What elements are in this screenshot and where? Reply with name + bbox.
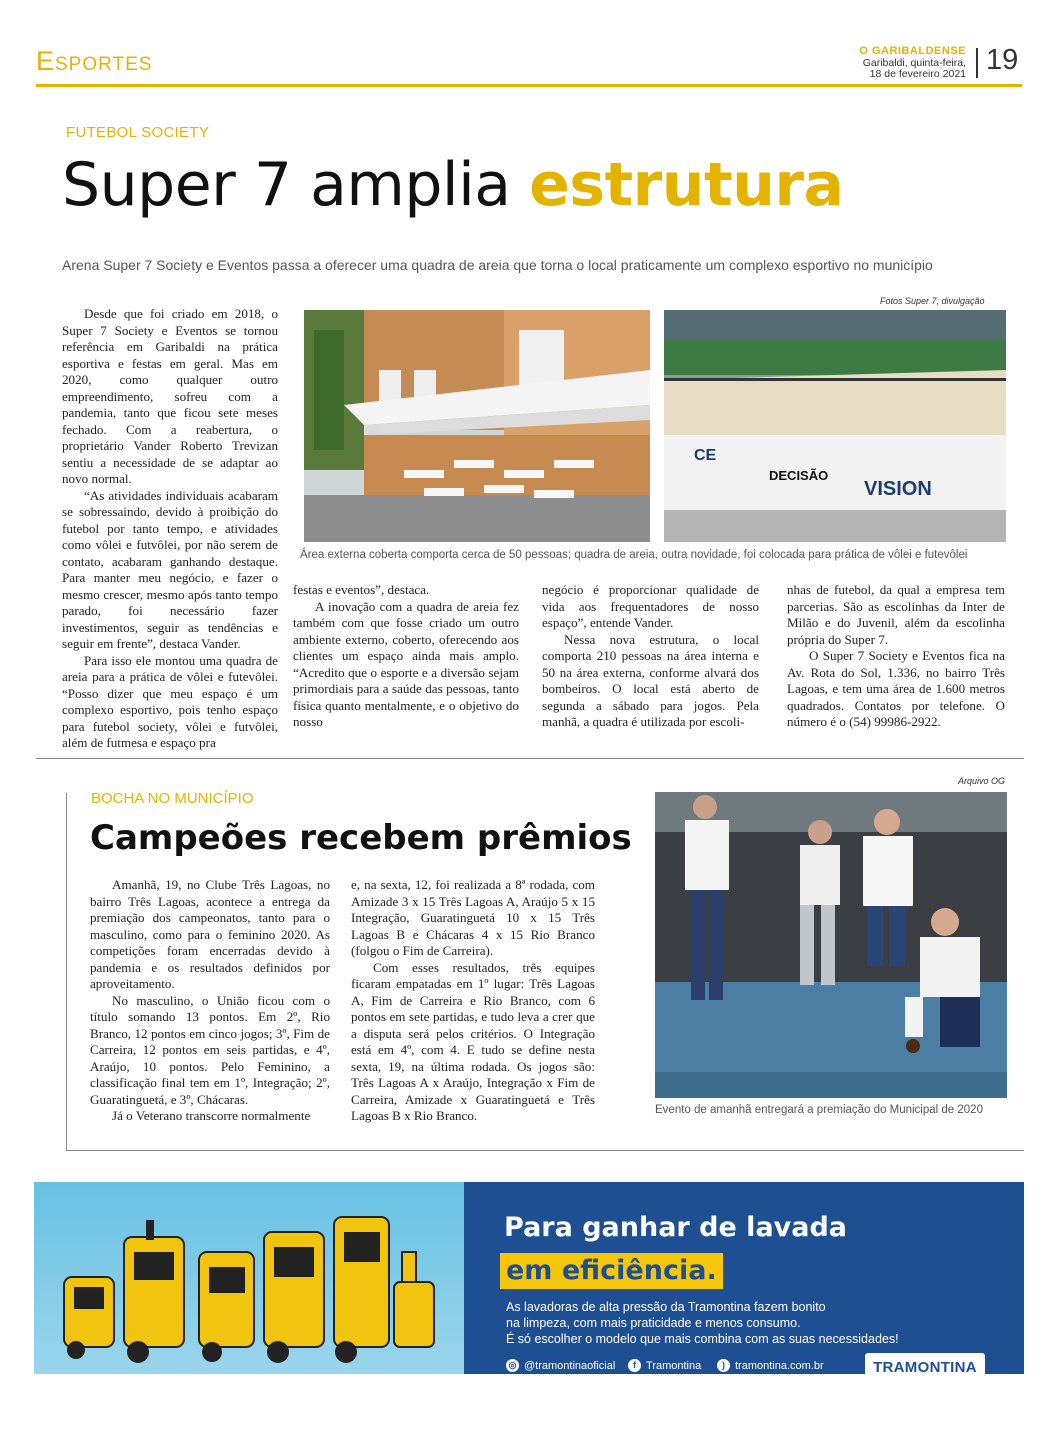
ad-body-line-2: na limpeza, com mais praticidade e menos consumo.: [506, 1316, 801, 1330]
paragraph: e, na sexta, 12, foi realizada a 8ª rodada, com Amizade 3 x 15 Três Lagoas A, Araújo 5 x 15 Integração, Guaratinguetá 10 x 15 Três Lagoas B e Chácaras 4 x 15 Rio Branco (folgou o Fim de Carreira).: [351, 877, 595, 958]
paragraph: A inovação com a quadra de areia fez também com que fosse criado um outro ambiente externo, coberto, oferecendo aos clientes um espaço ainda mais amplo. “Acredito que o esporte e a diversão sejam primordiais para a saúde das pessoas, tanto física quanto mentalmente, e o objetivo do nosso: [293, 598, 519, 729]
headline-part-2: estrutura: [529, 150, 844, 220]
article1-column-4: [787, 582, 1005, 731]
paragraph: Desde que foi criado em 2018, o Super 7 Society e Eventos se tornou referência em Garibaldi na prática esportiva e festas em geral. Mas em 2020, como qualquer outro empreendimento, sofreu com a pandemia, tanto que ficou sete meses fechado. Com a reabertura, o proprietário Vander Roberto Trevizan sentiu a necessidade de se adaptar ao novo normal.: [62, 306, 278, 486]
newspaper-name: O GARIBALDENSE: [859, 45, 966, 57]
ad-body-line-3: É só escolher o modelo que mais combina com as suas necessidades!: [506, 1332, 899, 1346]
sign-ce: CE: [694, 447, 717, 464]
instagram-handle: @tramontinaoficial: [524, 1359, 616, 1372]
ad-product-image: [34, 1182, 464, 1374]
article2-headline: Campeões recebem prêmios: [90, 818, 632, 858]
paragraph: O Super 7 Society e Eventos fica na Av. Rota do Sol, 1.336, no bairro Três Lagoas, e tem uma área de 1.600 metros quadrados. Contatos por telefone. O número é o (54) 99986-2922.: [787, 648, 1005, 729]
ad-facebook-link[interactable]: [628, 1359, 701, 1372]
article2-column-1: [90, 877, 330, 1125]
article1-kicker: FUTEBOL SOCIETY: [66, 124, 210, 141]
photo-sand-court: [664, 310, 1006, 542]
paragraph: Nessa nova estrutura, o local comporta 210 pessoas na área interna e 50 na área externa, conforme alvará dos bombeiros. O local está aberto de segunda a sábado para jogos. Pela manhã, a quadra é utilizada por escoli-: [542, 631, 759, 729]
sign-vision: VISION: [864, 478, 932, 500]
paragraph: Com esses resultados, três equipes ficaram empatadas em 1º lugar: Três Lagoas A, Fim de Carreira e Rio Branco, com 6 pontos em sete partidas, e tudo leva a crer que a disputa será pelos critérios. O Integração está em 4º, com 4. E tudo se define nesta sexta, 19, na última rodada. Os jogos são: Três Lagoas A x Araújo, Integração x Fim de Carreira, Amizade x Guaratinguetá e Três Lagoas B x Rio Branco.: [351, 959, 595, 1123]
paragraph: Para isso ele montou uma quadra de areia para a prática de vôlei e futevôlei. “Posso dizer que meu espaço é um complexo esportivo, pois tenho espaço para futebol society, vôlei e futvôlei, além de futmesa e espaço pra: [62, 652, 278, 750]
article1-column-1: [62, 306, 278, 752]
paragraph: negócio é proporcionar qualidade de vida aos frequentadores de nosso espaço”, entende Vander.: [542, 582, 759, 630]
article1-caption: Área externa coberta comporta cerca de 50 pessoas; quadra de areia, outra novidade, foi colocada para prática de vôlei e futevôlei: [300, 549, 968, 561]
article2-bottom-rule: [66, 1150, 1024, 1151]
ad-body-line-1: As lavadoras de alta pressão da Tramontina fazem bonito: [506, 1300, 826, 1314]
tramontina-logo: TRAMONTINA: [865, 1353, 985, 1383]
sign-decisao: DECISÃO: [769, 468, 829, 483]
facebook-handle: Tramontina: [646, 1359, 702, 1372]
section-divider: [36, 758, 1024, 759]
pressure-washers-illustration: [34, 1182, 464, 1374]
header-rule: [36, 84, 1022, 87]
wifi-icon: ): [717, 1359, 730, 1372]
article1-subtitle: Arena Super 7 Society e Eventos passa a oferecer uma quadra de areia que torna o local praticamente um complexo esportivo no município: [62, 257, 933, 273]
article2-caption: Evento de amanhã entregará a premiação do Municipal de 2020: [655, 1104, 983, 1116]
photo-covered-area: [304, 310, 650, 542]
paragraph: Já o Veterano transcorre normalmente: [112, 1108, 311, 1123]
article1-column-3: [542, 582, 759, 731]
facebook-icon: f: [628, 1359, 641, 1372]
website-url: tramontina.com.br: [735, 1359, 824, 1372]
article1-photo-credit: Fotos Super 7, divulgação: [880, 296, 985, 306]
photo-bocha-players: [655, 792, 1007, 1098]
section-label: Esportes: [36, 46, 153, 76]
page-number-divider: [976, 48, 978, 78]
date-line-1: Garibaldi, quinta-feira,: [862, 57, 966, 69]
article1-column-2: [293, 582, 519, 731]
ad-instagram-link[interactable]: [506, 1359, 615, 1372]
article2-left-rule: [66, 793, 67, 1151]
ad-website-link[interactable]: [717, 1359, 824, 1372]
article1-headline: [62, 150, 843, 220]
paragraph: No masculino, o União ficou com o título somando 13 pontos. Em 2º, Rio Branco, 12 pontos em cinco jogos; 3º, Fim de Carreira, 12 pontos em seis partidas, e 4º, Araújo, 10 pontos. Pelo Feminino, a classificação final tem em 1º, Integração; 2º, Guaratinguetá, e 3º, Chácaras.: [90, 992, 330, 1107]
instagram-icon: ◎: [506, 1359, 519, 1372]
ad-title-line-1: Para ganhar de lavada: [504, 1212, 848, 1243]
tramontina-advertisement[interactable]: [34, 1182, 1024, 1397]
brand-tagline: o prazer de fazer bonito: [877, 1387, 973, 1397]
headline-part-1: Super 7 amplia: [62, 150, 530, 220]
date-line-2: 18 de fevereiro 2021: [869, 68, 966, 80]
paragraph: festas e eventos”, destaca.: [293, 582, 430, 597]
paragraph: “As atividades individuais acabaram se sobressaindo, devido à proibição do futebol por tanto tempo, e atividades como vôlei e futvôlei, por não serem de contato, acabaram ganhando destaque. Para manter meu negócio, e fazer o mesmo crescer, mesmo após tanto tempo parado, foi necessário fazer investimentos, seguir as tendências e seguir em frente”, destaca Vander.: [62, 487, 278, 651]
paragraph: Amanhã, 19, no Clube Três Lagoas, no bairro Três Lagoas, acontece a entrega da premiação dos campeonatos, tanto para o masculino, como para o feminino 2020. As competições foram encerradas devido à pandemia e os resultados definidos por aproveitamento.: [90, 877, 330, 991]
article2-kicker: BOCHA NO MUNICÍPIO: [91, 790, 254, 807]
ad-title-line-2: em eficiência.: [500, 1253, 723, 1289]
article2-column-2: [351, 877, 595, 1125]
paragraph: nhas de futebol, da qual a empresa tem parcerias. São as escolinhas da Inter de Milão e do Juvenil, além da escolinha própria do Super 7.: [787, 582, 1005, 647]
article2-photo-credit: Arquivo OG: [958, 776, 1006, 786]
page-number: 19: [986, 44, 1019, 76]
